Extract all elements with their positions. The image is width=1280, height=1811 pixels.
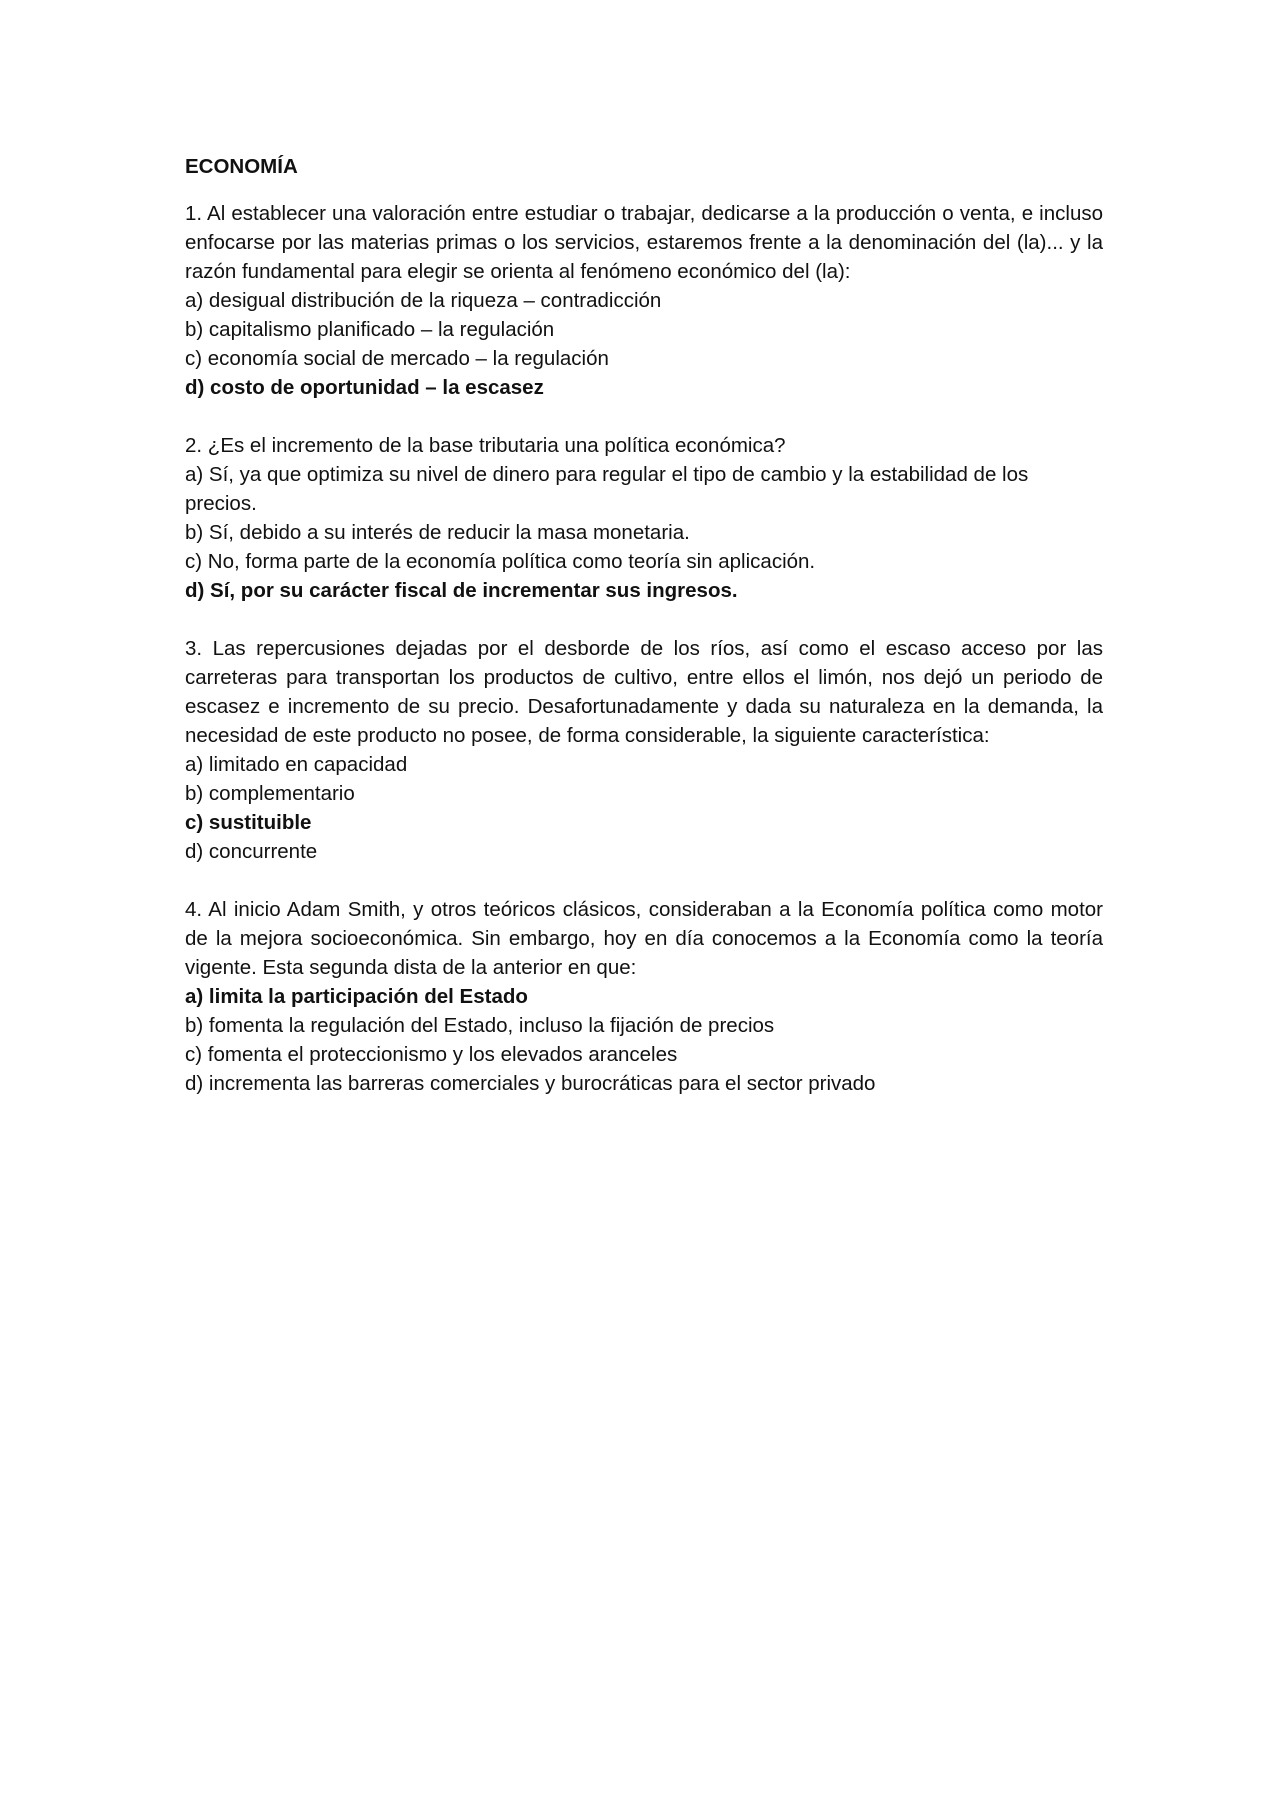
option-d: d) Sí, por su carácter fiscal de incrementar sus ingresos. xyxy=(185,579,738,602)
question-stem: 3. Las repercusiones dejadas por el desborde de los ríos, así como el escaso acceso por las carreteras para transportan los productos de cultivo, entre ellos el limón, nos dejó un periodo de escasez e incremento de su precio. Desafortunadamente y dada su naturaleza en la demanda, la necesidad de este producto no posee, de forma considerable, la siguiente característica: xyxy=(185,637,1103,747)
question-4 xyxy=(185,895,1103,1098)
document-title: ECONOMÍA xyxy=(185,155,298,178)
option-d: d) incrementa las barreras comerciales y burocráticas para el sector privado xyxy=(185,1072,876,1095)
question-2 xyxy=(185,431,1103,605)
document-page xyxy=(185,152,1103,1127)
option-b: b) Sí, debido a su interés de reducir la masa monetaria. xyxy=(185,521,690,544)
option-a: a) Sí, ya que optimiza su nivel de dinero para regular el tipo de cambio y la estabilidad de los precios. xyxy=(185,463,1029,515)
option-c: c) sustituible xyxy=(185,811,312,834)
question-stem: 4. Al inicio Adam Smith, y otros teóricos clásicos, consideraban a la Economía política como motor de la mejora socioeconómica. Sin embargo, hoy en día conocemos a la Economía como la teoría vigente. Esta segunda dista de la anterior en que: xyxy=(185,898,1103,979)
option-b: b) capitalismo planificado – la regulación xyxy=(185,318,555,341)
option-a: a) limitado en capacidad xyxy=(185,753,408,776)
option-c: c) No, forma parte de la economía política como teoría sin aplicación. xyxy=(185,550,816,573)
option-a: a) limita la participación del Estado xyxy=(185,985,528,1008)
option-d: d) costo de oportunidad – la escasez xyxy=(185,376,544,399)
option-b: b) complementario xyxy=(185,782,355,805)
option-c: c) fomenta el proteccionismo y los elevados aranceles xyxy=(185,1043,678,1066)
question-stem: 1. Al establecer una valoración entre estudiar o trabajar, dedicarse a la producción o venta, e incluso enfocarse por las materias primas o los servicios, estaremos frente a la denominación del (la)... y la razón fundamental para elegir se orienta al fenómeno económico del (la): xyxy=(185,202,1103,283)
option-a: a) desigual distribución de la riqueza – contradicción xyxy=(185,289,662,312)
option-b: b) fomenta la regulación del Estado, incluso la fijación de precios xyxy=(185,1014,775,1037)
option-d: d) concurrente xyxy=(185,840,318,863)
question-1 xyxy=(185,199,1103,402)
question-3 xyxy=(185,634,1103,866)
option-c: c) economía social de mercado – la regulación xyxy=(185,347,609,370)
question-stem: 2. ¿Es el incremento de la base tributaria una política económica? xyxy=(185,434,786,457)
